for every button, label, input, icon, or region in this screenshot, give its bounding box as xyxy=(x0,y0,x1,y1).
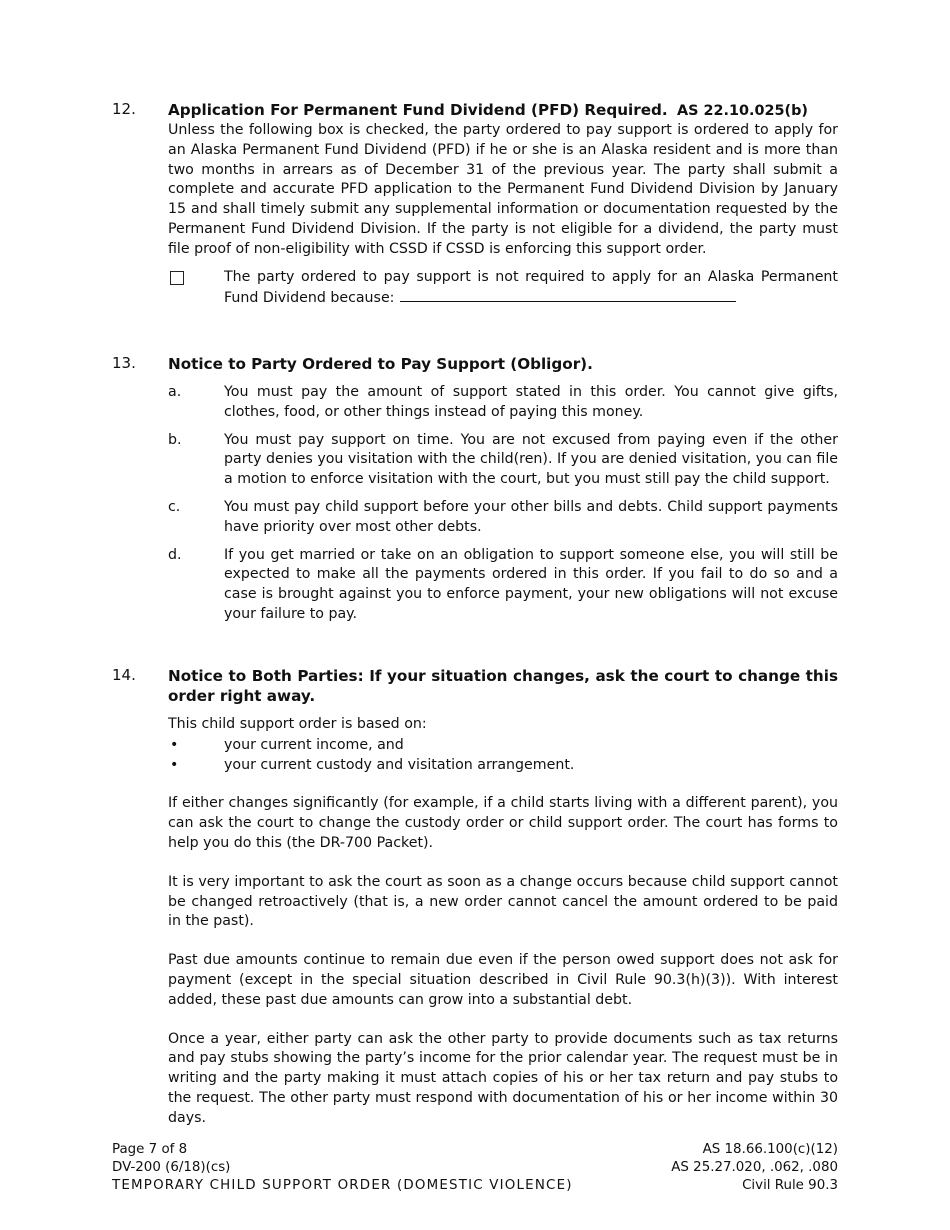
item-label: c. xyxy=(168,498,181,515)
paragraph-annual-request: Once a year, either party can ask the other party to provide documents such as tax returns and pay stubs showing the party’s income for the prior calendar year. The request must be in writing and the party making it must attach copies of his or her tax return and pay stubs to the request. The other party must respond with documentation of his or her income within 30 days. xyxy=(168,1030,838,1126)
item-text: You must pay support on time. You are not excused from paying even if the other party denies you visitation with the child(ren). If you are denied visitation, you can file a motion to enforce visitation with the court, but you must still pay the child support. xyxy=(224,431,838,488)
statute-reference: AS 18.66.100(c)(12) xyxy=(702,1142,838,1157)
pfd-exemption-row xyxy=(168,268,838,310)
paragraph-timing: It is very important to ask the court as soon as a change occurs because child support cannot be changed retroactively (that is, a new order cannot cancel the amount ordered to be paid in the past). xyxy=(168,873,838,930)
section-number: 14. xyxy=(112,666,136,684)
page-number: Page 7 of 8 xyxy=(112,1142,188,1157)
paragraph-past-due: Past due amounts continue to remain due even if the person owed support does not ask for payment (except in the special situation described in Civil Rule 90.3(h)(3)). With interest added, these past due amounts can grow into a substantial debt. xyxy=(168,952,838,1008)
list-item xyxy=(168,498,838,538)
bullet-text: your current custody and visitation arrangement. xyxy=(224,756,575,773)
pfd-exemption-text: The party ordered to pay support is not required to apply for an Alaska Permanent Fund Dividend because: xyxy=(224,268,838,307)
section-title-text: Application For Permanent Fund Dividend (PFD) Required. xyxy=(168,101,668,119)
bullet-list xyxy=(168,736,838,776)
section-title: Notice to Both Parties: If your situation changes, ask the court to change this order right away. xyxy=(168,667,838,705)
item-label: d. xyxy=(168,546,182,563)
pfd-exemption-checkbox[interactable] xyxy=(170,271,184,285)
section-number: 12. xyxy=(112,100,136,118)
footer-left xyxy=(112,1141,573,1196)
pfd-exemption-label xyxy=(224,268,838,310)
paragraph-changes: If either changes significantly (for example, if a child starts living with a different parent), you can ask the court to change the custody order or child support order. The court has forms to help you do this (the DR-700 Packet). xyxy=(168,795,838,851)
list-item xyxy=(168,736,838,756)
section-number: 13. xyxy=(112,354,136,372)
item-text: You must pay child support before your other bills and debts. Child support payments have priority over most other debts. xyxy=(224,498,838,535)
section-14 xyxy=(112,666,838,1129)
item-label: a. xyxy=(168,384,182,400)
section-13 xyxy=(112,354,838,633)
form-title: TEMPORARY CHILD SUPPORT ORDER (DOMESTIC VIOLENCE) xyxy=(112,1178,573,1194)
list-item xyxy=(168,546,838,625)
intro-text: This child support order is based on: xyxy=(168,716,427,732)
bullet-icon: • xyxy=(170,736,179,753)
notice-list xyxy=(168,383,838,625)
pfd-reason-field[interactable] xyxy=(400,287,736,302)
form-id: DV-200 (6/18)(cs) xyxy=(112,1160,231,1176)
footer-right xyxy=(671,1141,838,1196)
item-text: If you get married or take on an obligation to support someone else, you will still be expected to make all the payments ordered in this order. If you fail to do so and a case is brought against you to enforce payment, your new obligations will not excuse your failure to pay. xyxy=(224,546,838,622)
statute-citation: AS 22.10.025(b) xyxy=(676,103,808,119)
pfd-paragraph: Unless the following box is checked, the party ordered to pay support is ordered to apply for an Alaska Permanent Fund Dividend (PFD) if he or she is an Alaska resident and is more than two months in arrears as of December 31 of the previous year. The party shall submit a complete and accurate PFD application to the Permanent Fund Dividend Division by January 15 and shall timely submit any supplemental information or documentation requested by the Permanent Fund Dividend Division. If the party is not eligible for a dividend, the party must file proof of non-eligibility with CSSD if CSSD is enforcing this support order. xyxy=(168,122,838,257)
section-title: Notice to Party Ordered to Pay Support (Obligor). xyxy=(168,355,593,373)
rule-reference: Civil Rule 90.3 xyxy=(742,1178,838,1194)
item-text: You must pay the amount of support stated in this order. You cannot give gifts, clothes, food, or other things instead of paying this money. xyxy=(224,384,838,420)
bullet-text: your current income, and xyxy=(224,736,404,753)
section-12 xyxy=(112,100,838,309)
item-label: b. xyxy=(168,431,182,448)
bullet-icon: • xyxy=(170,756,179,773)
statute-reference: AS 25.27.020, .062, .080 xyxy=(671,1160,838,1176)
list-item xyxy=(168,383,838,423)
list-item xyxy=(168,431,838,490)
section-title xyxy=(168,100,838,121)
list-item xyxy=(168,756,838,776)
